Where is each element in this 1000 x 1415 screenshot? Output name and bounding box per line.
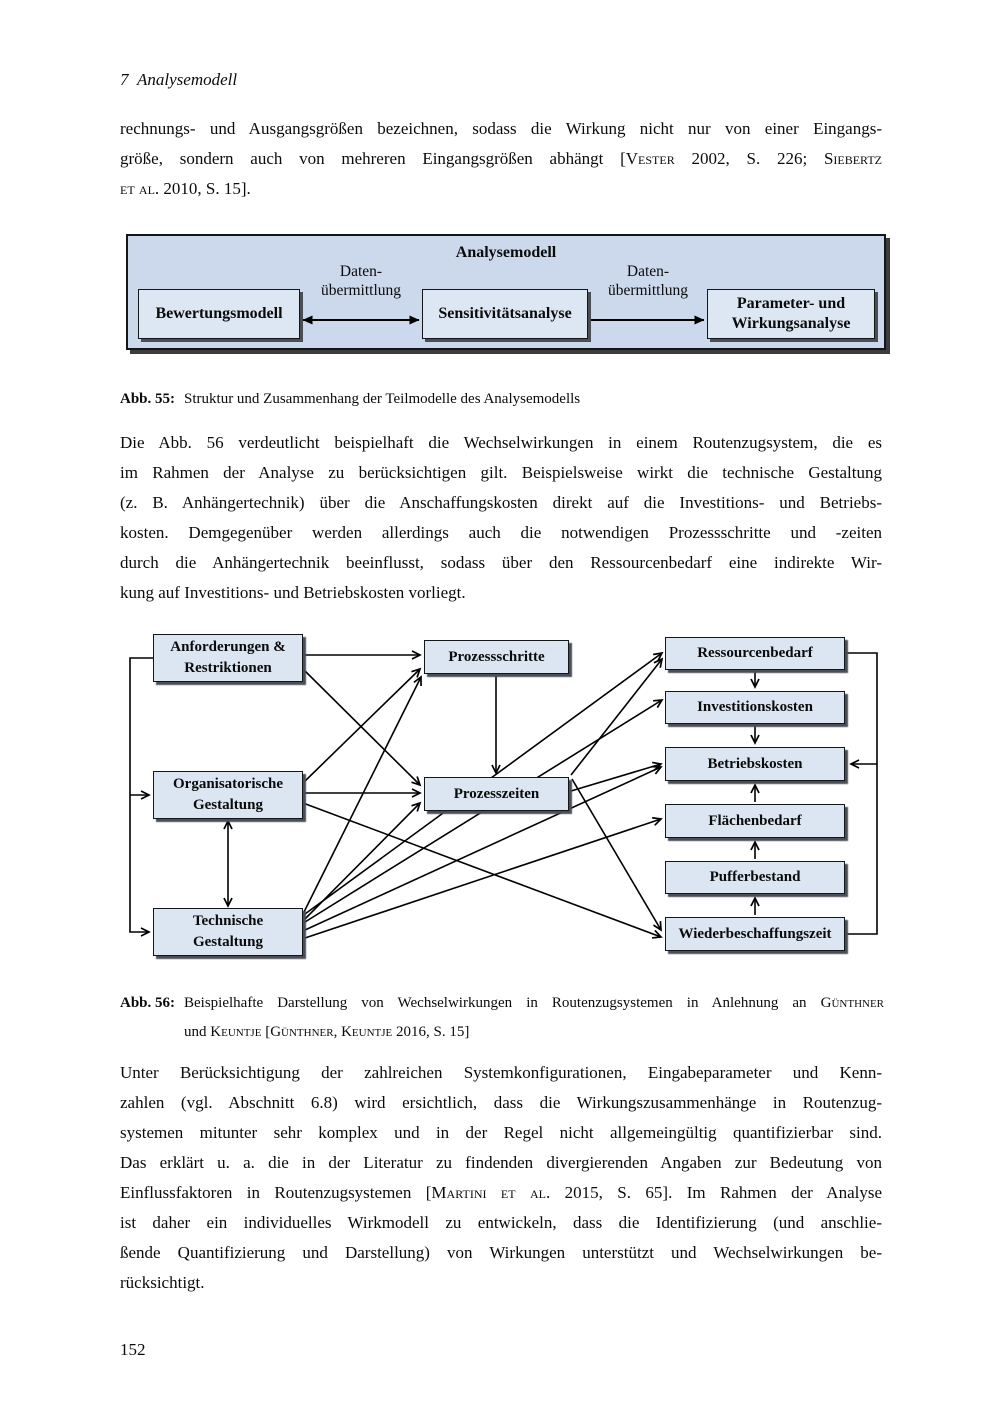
text-line: Einflussfaktoren in Routenzugsystemen [Martini et al. 2015, S. 65]. Im Rahmen der Analyse <box>120 1183 882 1202</box>
paragraph-3 <box>120 1058 882 1298</box>
text-line: Beispielhafte Darstellung von Wechselwirkungen in Routenzugsystemen in Anlehnung an Günthner <box>184 995 885 1011</box>
arrow-organisatorisch-wiederbeschaffungszeit <box>303 803 661 937</box>
fig56-box-betriebskosten: Betriebskosten <box>665 747 845 781</box>
fig56-box-wiederbeschaffungszeit: Wiederbeschaffungszeit <box>665 917 845 951</box>
paragraph-1 <box>120 114 882 204</box>
fig55-box-sensitivitaetsanalyse: Sensitivitätsanalyse <box>422 289 588 339</box>
text-line: Das erklärt u. a. die in der Literatur zu findenden divergierenden Angaben zur Bedeutung von <box>120 1153 882 1172</box>
fig56-box-organisatorische-gestaltung: Organisatorische Gestaltung <box>153 771 303 819</box>
label-line: übermittlung <box>607 282 689 299</box>
caption-text <box>184 385 884 414</box>
caption-label: Abb. 56: <box>120 995 176 1011</box>
text-line: im Rahmen der Analyse zu berücksichtigen gilt. Beispielsweise wirkt die technische Gestaltung <box>120 463 882 482</box>
figure-56 <box>120 627 885 962</box>
fig55-title: Analysemodell <box>455 244 557 261</box>
text-line: Die Abb. 56 verdeutlicht beispielhaft die Wechselwirkungen in einem Routenzugsystem, die es <box>120 433 882 452</box>
caption-fig56 <box>120 989 884 1047</box>
paragraph-2 <box>120 428 882 608</box>
label-line: Daten- <box>626 263 670 280</box>
arrow-technisch-prozessschritte <box>303 677 421 914</box>
text-line: (z. B. Anhängertechnik) über die Anschaffungskosten direkt auf die Investitions- und Betriebs- <box>120 493 882 512</box>
fig56-box-pufferbestand: Pufferbestand <box>665 861 845 894</box>
text-line: rücksichtigt. <box>120 1273 205 1292</box>
chapter-header: 7 Analysemodell <box>120 70 238 89</box>
fig56-box-anforderungen-restriktionen: Anforderungen & Restriktionen <box>153 634 303 682</box>
fig55-arrow-label-2 <box>573 262 723 300</box>
fig55-box-parameter-wirkungsanalyse: Parameter- und Wirkungsanalyse <box>707 289 875 339</box>
fig56-box-flaechenbedarf: Flächenbedarf <box>665 804 845 838</box>
fig56-box-prozesszeiten: Prozesszeiten <box>424 777 569 811</box>
label-line: übermittlung <box>320 282 402 299</box>
caption-text <box>184 989 884 1047</box>
text-line: rechnungs- und Ausgangsgrößen bezeichnen, sodass die Wirkung nicht nur von einer Eingangs- <box>120 119 882 138</box>
text-line: größe, sondern auch von mehreren Eingangsgrößen abhängt [Vester 2002, S. 226; Siebertz <box>120 149 882 168</box>
text-line: durch die Anhängertechnik beeinflusst, sodass über den Ressourcenbedarf eine indirekte Wir- <box>120 553 882 572</box>
text-line: Struktur und Zusammenhang der Teilmodelle des Analysemodells <box>184 391 581 407</box>
fig56-box-prozessschritte: Prozessschritte <box>424 640 569 674</box>
fig55-box-bewertungsmodell: Bewertungsmodell <box>138 289 300 339</box>
text-line: und Keuntje [Günthner, Keuntje 2016, S. 15] <box>184 1024 470 1040</box>
arrow-technisch-investitionskosten <box>305 700 662 922</box>
text-line: systemen mitunter sehr komplex und in der Regel nicht allgemeingültig quantifizierbar sind. <box>120 1123 882 1142</box>
caption-label: Abb. 55: <box>120 391 176 407</box>
fig56-box-technische-gestaltung: Technische Gestaltung <box>153 908 303 956</box>
text-line: ist daher ein individuelles Wirkmodell zu entwickeln, dass die Identifizierung (und anschlie- <box>120 1213 882 1232</box>
fig55-arrow-label-1 <box>286 262 436 300</box>
page-number: 152 <box>120 1340 146 1359</box>
fig56-box-investitionskosten: Investitionskosten <box>665 691 845 724</box>
text-line: ßende Quantifizierung und Darstellung) von Wirkungen unterstützt und Wechselwirkungen be- <box>120 1243 882 1262</box>
text-line: Unter Berücksichtigung der zahlreichen Systemkonfigurationen, Eingabeparameter und Kenn- <box>120 1063 882 1082</box>
arrow-technisch-flaechenbedarf <box>305 819 661 938</box>
label-line: Daten- <box>339 263 383 280</box>
caption-fig55 <box>120 385 884 414</box>
line-right-routing <box>847 653 877 934</box>
figure-55 <box>126 234 886 350</box>
text-line: kung auf Investitions- und Betriebskosten vorliegt. <box>120 583 466 602</box>
text-line: et al. 2010, S. 15]. <box>120 179 251 198</box>
text-line: kosten. Demgegenüber werden allerdings auch die notwendigen Prozessschritte und -zeiten <box>120 523 882 542</box>
text-line: zahlen (vgl. Abschnitt 6.8) wird ersichtlich, dass die Wirkungszusammenhänge in Routenzug- <box>120 1093 882 1112</box>
fig56-box-ressourcenbedarf: Ressourcenbedarf <box>665 637 845 670</box>
arrow-prozesszeiten-ressourcenbedarf <box>571 659 662 775</box>
